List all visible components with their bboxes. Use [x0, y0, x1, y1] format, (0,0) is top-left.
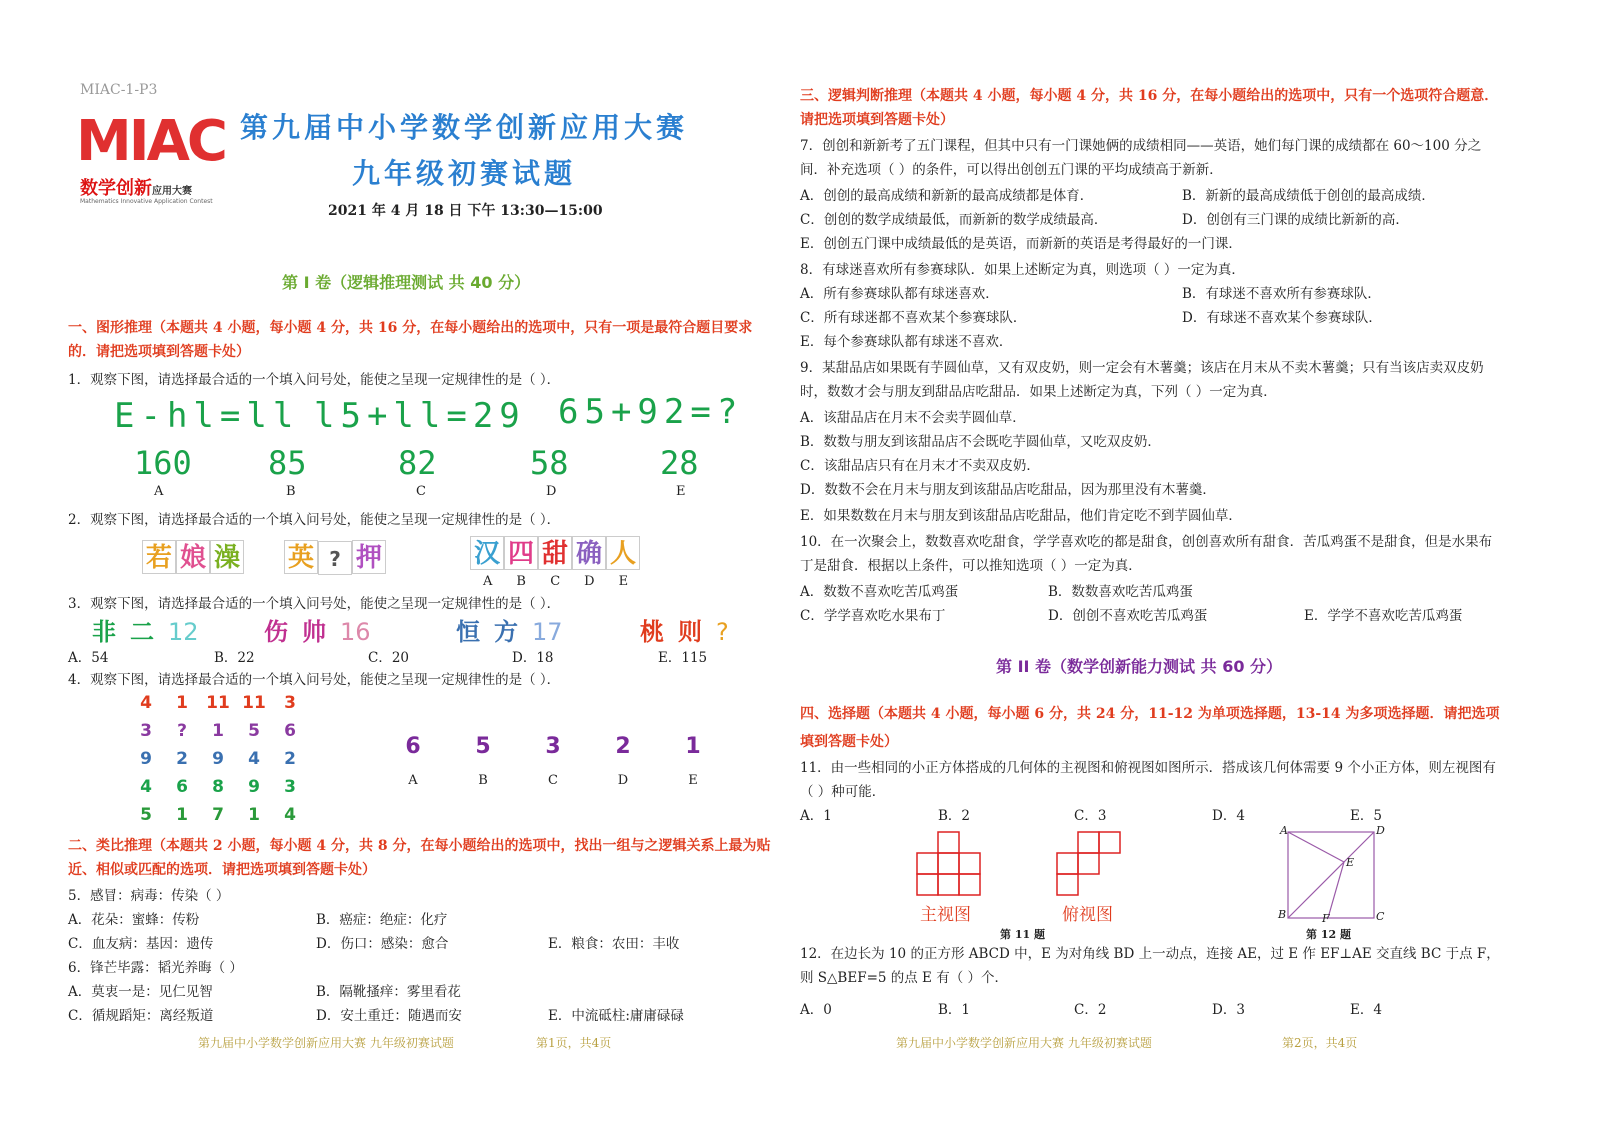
- q1-opt-e: 28: [660, 444, 699, 482]
- section1-heading: 一、图形推理（本题共 4 小题，每小题 4 分，共 16 分，在每小题给出的选项中，只有一项是最符合题目要求的．请把选项填到答题卡处）: [68, 320, 753, 360]
- q4-grid-cell: 11: [242, 693, 266, 713]
- q3-text: 3．观察下图，请选择最合适的一个填入问号处，能使之呈现一定规律性的是（ ）．: [68, 596, 561, 612]
- q6-opt-e: E．中流砥柱:庸庸碌碌: [548, 1008, 684, 1024]
- q8-opt-b: B．有球迷不喜欢所有参赛球队．: [1182, 286, 1381, 302]
- q11-text: 11．由一些相同的小正方体搭成的几何体的主视图和俯视图如图所示．搭成该几何体需要 9 个小正方体，则左视图有（ ）种可能．: [800, 760, 1496, 800]
- q3-group-2: 伤 帅 16: [264, 618, 371, 646]
- q4-grid-cell: ?: [177, 721, 187, 741]
- q4-grid-cell: 4: [284, 805, 296, 825]
- q2-mid-group: [284, 540, 386, 575]
- q8-opt-c: C．所有球迷都不喜欢某个参赛球队．: [800, 310, 1027, 326]
- q3-opt-b: B．22: [214, 650, 255, 666]
- q2-letters: ABCDE: [483, 574, 653, 589]
- q4-grid-cell: 1: [248, 805, 260, 825]
- q4-grid: [128, 690, 308, 830]
- q6-opt-a: A．莫衷一是：见仁见智: [68, 984, 213, 1000]
- q3-group-3: 恒 方 17: [456, 618, 563, 646]
- q4-grid-cell: 1: [176, 693, 188, 713]
- q5-opt-d: D．伤口：感染：愈合: [316, 936, 449, 952]
- q1-opt-d: 58: [530, 444, 569, 482]
- q12-opt-e: E．4: [1350, 1002, 1382, 1018]
- main-view-label: 主视图: [920, 905, 971, 925]
- q1-eq-2: l5+ll=29: [314, 396, 526, 436]
- q7-opt-c: C．创创的数学成绩最低，而新新的数学成绩最高．: [800, 212, 1108, 228]
- point-a-label: A: [1280, 824, 1288, 837]
- q4-grid-cell: 7: [212, 805, 224, 825]
- q2-text: 2．观察下图，请选择最合适的一个填入问号处，能使之呈现一定规律性的是（ ）．: [68, 512, 561, 528]
- q2-opt-c: 甜: [538, 536, 572, 570]
- page-number-left: 第1页，共4页: [536, 1036, 612, 1050]
- point-e-label: E: [1346, 856, 1355, 869]
- top-view-label: 俯视图: [1062, 905, 1113, 925]
- q3-group-4: 桃 则 ?: [640, 618, 729, 646]
- q3-opt-a: A．54: [68, 650, 109, 666]
- q4-grid-cell: 11: [206, 693, 230, 713]
- q1-letter-a: A: [154, 484, 164, 499]
- q1-letter-d: D: [546, 484, 557, 499]
- footer-right: 第九届中小学数学创新应用大赛 九年级初赛试题: [896, 1036, 1152, 1050]
- q3-group-1: 非 二 12: [92, 618, 199, 646]
- q6-text: 6．锋芒毕露：韬光养晦（ ）: [68, 960, 243, 976]
- q6-opt-b: B．隔靴搔痒：雾里看花: [316, 984, 461, 1000]
- q9-opt-d: D．数数不会在月末与朋友到该甜品店吃甜品，因为那里没有木薯羹．: [800, 482, 1216, 498]
- q1-opt-c: 82: [398, 444, 437, 482]
- q2-opt-e: 人: [606, 536, 640, 570]
- part2-title: 第 II 卷（数学创新能力测试 共 60 分）: [996, 657, 1283, 676]
- q12-opt-c: C．2: [1074, 1002, 1107, 1018]
- q4-grid-cell: 1: [212, 721, 224, 741]
- fig12-caption: 第 12 题: [1306, 928, 1351, 941]
- fig11-caption: 第 11 题: [1000, 928, 1045, 941]
- q12-opt-b: B．1: [938, 1002, 971, 1018]
- q4-grid-cell: 9: [248, 777, 260, 797]
- q4-grid-cell: 2: [284, 749, 296, 769]
- q7-opt-a: A．创创的最高成绩和新新的最高成绩都是体育．: [800, 188, 1094, 204]
- q2-tile: 若: [142, 540, 176, 574]
- q4-grid-row: [128, 718, 308, 746]
- q4-grid-cell: 8: [212, 777, 224, 797]
- q5-opt-b: B．癌症：绝症：化疗: [316, 912, 448, 928]
- q4-grid-cell: 3: [140, 721, 152, 741]
- q4-grid-cell: 6: [284, 721, 296, 741]
- q10-opt-c: C．学学喜欢吃水果布丁: [800, 608, 946, 624]
- q4-grid-row: [128, 746, 308, 774]
- q2-tile: 澡: [210, 540, 244, 574]
- q4-grid-cell: 3: [284, 777, 296, 797]
- q4-letters: A B C D E: [408, 773, 698, 788]
- q2-opt-b: 四: [504, 536, 538, 570]
- q3-opt-d: D．18: [512, 650, 554, 666]
- q4-grid-cell: 1: [176, 805, 188, 825]
- q2-tile: ?: [318, 541, 352, 575]
- q2-options: [470, 536, 640, 570]
- q8-opt-a: A．所有参赛球队都有球迷喜欢．: [800, 286, 999, 302]
- q3-opt-e: E．115: [658, 650, 708, 666]
- point-f-label: F: [1322, 912, 1330, 925]
- q10-opt-b: B．数数喜欢吃苦瓜鸡蛋: [1048, 584, 1193, 600]
- q2-tile: 押: [352, 540, 386, 574]
- q4-text: 4．观察下图，请选择最合适的一个填入问号处，能使之呈现一定规律性的是（ ）．: [68, 672, 561, 688]
- main-view-figure: [916, 830, 986, 900]
- q4-grid-row: [128, 774, 308, 802]
- q4-grid-cell: 2: [176, 749, 188, 769]
- miac-logo: [76, 109, 225, 212]
- q10-opt-a: A．数数不喜欢吃苦瓜鸡蛋: [800, 584, 959, 600]
- q11-opt-e: E．5: [1350, 808, 1382, 824]
- q9-text: 9．某甜品店如果既有芋圆仙草，又有双皮奶，则一定会有木薯羹；该店在月末从不卖木薯羹；只有当该店卖双皮奶时，数数才会与朋友到甜品店吃甜品．如果上述断定为真，下列（ ）一定为真．: [800, 360, 1484, 400]
- q2-opt-a: 汉: [470, 536, 504, 570]
- q4-grid-cell: 4: [248, 749, 260, 769]
- q4-opt: 1: [685, 734, 701, 759]
- q4-opt: 2: [615, 734, 631, 759]
- square-abcd-figure: [1276, 822, 1388, 926]
- q10-text: 10．在一次聚会上，数数喜欢吃甜食，学学喜欢吃的都是甜食，创创喜欢所有甜食．苦瓜鸡蛋不是甜食，但是水果布丁是甜食．根据以上条件，可以推知选项（ ）一定为真．: [800, 534, 1493, 574]
- q12-opt-a: A．0: [800, 1002, 832, 1018]
- q7-opt-e: E．创创五门课中成绩最低的是英语，而新新的英语是考得最好的一门课．: [800, 236, 1242, 252]
- q7-opt-b: B．新新的最高成绩低于创创的最高成绩．: [1182, 188, 1435, 204]
- q1-opt-a: 160: [134, 444, 192, 482]
- q1-eq-3: 65+92=?: [558, 392, 744, 432]
- q2-opt-d: 确: [572, 536, 606, 570]
- section4-heading: 四、选择题（本题共 4 小题，每小题 6 分，共 24 分，11-12 为单项选择题，13-14 为多项选择题．请把选项填到答题卡处）: [800, 706, 1500, 750]
- q10-opt-d: D．创创不喜欢吃苦瓜鸡蛋: [1048, 608, 1208, 624]
- q3-opt-c: C．20: [368, 650, 410, 666]
- q10-opt-e: E．学学不喜欢吃苦瓜鸡蛋: [1304, 608, 1463, 624]
- q8-opt-e: E．每个参赛球队都有球迷不喜欢．: [800, 334, 1013, 350]
- q11-opt-b: B．2: [938, 808, 971, 824]
- point-b-label: B: [1278, 908, 1287, 921]
- q6-opt-d: D．安土重迁：随遇而安: [316, 1008, 462, 1024]
- q2-left-group: [142, 540, 244, 574]
- q4-opt: 5: [475, 734, 491, 759]
- q4-grid-cell: 3: [284, 693, 296, 713]
- q4-grid-cell: 4: [140, 693, 152, 713]
- q4-grid-cell: 5: [248, 721, 260, 741]
- exam-code: MIAC-1-P3: [80, 82, 158, 98]
- q4-grid-cell: 9: [140, 749, 152, 769]
- exam-subtitle: 九年级初赛试题: [352, 157, 577, 190]
- point-d-label: D: [1376, 824, 1385, 837]
- logo-tagline: Mathematics Innovative Application Contest: [80, 198, 213, 205]
- q4-opt: 3: [545, 734, 561, 759]
- q4-grid-row: [128, 690, 308, 718]
- q12-text: 12．在边长为 10 的正方形 ABCD 中，E 为对角线 BD 上一动点，连接 AE，过 E 作 EF⊥AE 交直线 BC 于点 F，则 S△BEF=5 的点 E 有（ ）个．: [800, 946, 1500, 986]
- q1-opt-b: 85: [268, 444, 307, 482]
- q9-opt-a: A．该甜品店在月末不会卖芋圆仙草．: [800, 410, 1026, 426]
- q1-letter-e: E: [676, 484, 686, 499]
- q8-text: 8．有球迷喜欢所有参赛球队．如果上述断定为真，则选项（ ）一定为真．: [800, 262, 1245, 278]
- q2-tile: 娘: [176, 540, 210, 574]
- part1-title: 第 I 卷（逻辑推理测试 共 40 分）: [282, 273, 531, 292]
- q5-opt-a: A．花朵：蜜蜂：传粉: [68, 912, 200, 928]
- q1-letter-b: B: [286, 484, 296, 499]
- q8-opt-d: D．有球迷不喜欢某个参赛球队．: [1182, 310, 1382, 326]
- q9-opt-c: C．该甜品店只有在月末才不卖双皮奶．: [800, 458, 1040, 474]
- q4-grid-cell: 9: [212, 749, 224, 769]
- exam-date: 2021 年 4 月 18 日 下午 13:30—15:00: [328, 203, 603, 219]
- q1-text: 1．观察下图，请选择最合适的一个填入问号处，能使之呈现一定规律性的是（ ）．: [68, 372, 561, 388]
- q4-opt: 6: [405, 734, 421, 759]
- q9-opt-e: E．如果数数在月末与朋友到该甜品店吃甜品，他们肯定吃不到芋圆仙草．: [800, 508, 1242, 524]
- q11-opt-d: D．4: [1212, 808, 1245, 824]
- footer-left: 第九届中小学数学创新应用大赛 九年级初赛试题: [198, 1036, 454, 1050]
- logo-text: MIAC: [76, 109, 225, 174]
- q4-grid-cell: 4: [140, 777, 152, 797]
- q5-opt-e: E．粮食：农田：丰收: [548, 936, 680, 952]
- q6-opt-c: C．循规蹈矩：离经叛道: [68, 1008, 214, 1024]
- point-c-label: C: [1376, 910, 1385, 923]
- page-number-right: 第2页，共4页: [1282, 1036, 1358, 1050]
- q5-opt-c: C．血友病：基因：遗传: [68, 936, 214, 952]
- section3-heading: 三、逻辑判断推理（本题共 4 小题，每小题 4 分，共 16 分，在每小题给出的选项中，只有一个选项符合题意．请把选项填到答题卡处）: [800, 88, 1499, 128]
- q11-opt-c: C．3: [1074, 808, 1107, 824]
- q4-options: [378, 734, 728, 759]
- exam-title: 第九届中小学数学创新应用大赛: [240, 111, 689, 144]
- q1-letter-c: C: [416, 484, 426, 499]
- q5-text: 5．感冒：病毒：传染（ ）: [68, 888, 230, 904]
- q11-opt-a: A．1: [800, 808, 832, 824]
- q9-opt-b: B．数数与朋友到该甜品店不会既吃芋圆仙草，又吃双皮奶．: [800, 434, 1161, 450]
- q4-grid-row: [128, 802, 308, 830]
- q4-grid-cell: 5: [140, 805, 152, 825]
- section2-heading: 二、类比推理（本题共 2 小题，每小题 4 分，共 8 分，在每小题给出的选项中，找出一组与之逻辑关系上最为贴近、相似或匹配的选项．请把选项填到答题卡处）: [68, 838, 771, 878]
- q2-tile: 英: [284, 540, 318, 574]
- q1-eq-1: E-hl=ll: [114, 396, 300, 436]
- q4-grid-cell: 6: [176, 777, 188, 797]
- q7-opt-d: D．创创有三门课的成绩比新新的高．: [1182, 212, 1409, 228]
- top-view-figure: [1056, 830, 1126, 900]
- q12-opt-d: D．3: [1212, 1002, 1245, 1018]
- logo-sub: 数学创新应用大赛: [80, 178, 192, 199]
- q7-text: 7．创创和新新考了五门课程，但其中只有一门课她俩的成绩相同——英语，她们每门课的成绩都在 60～100 分之间．补充选项（ ）的条件，可以得出创创五门课的平均成绩高于新新．: [800, 138, 1482, 178]
